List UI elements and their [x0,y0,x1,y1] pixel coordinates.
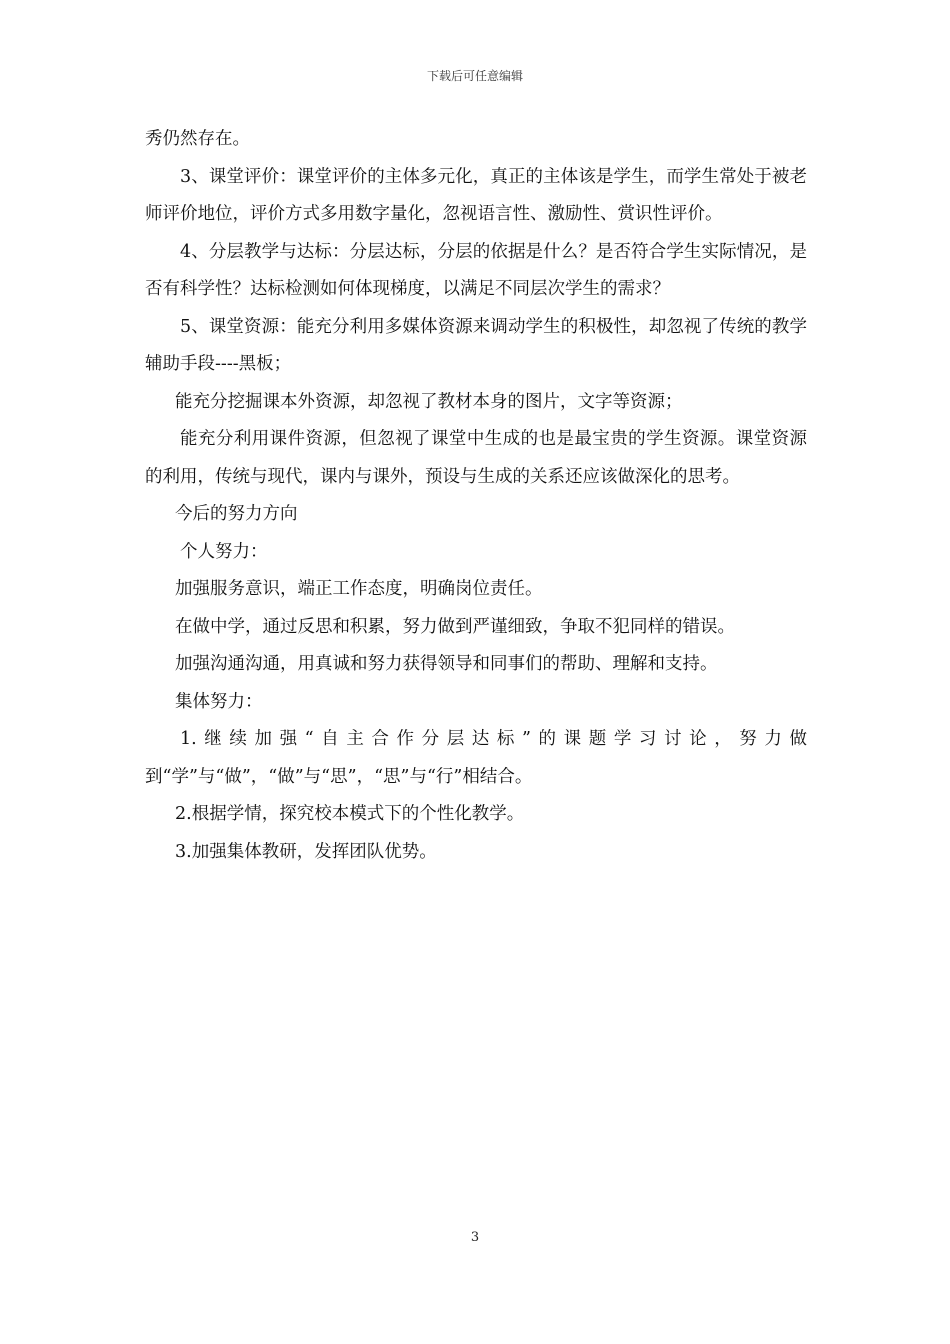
list-item-2: 2.根据学情，探究校本模式下的个性化教学。 [175,804,525,824]
paragraph-layered-teaching: 4、分层教学与达标：分层达标，分层的依据是什么？是否符合学生实际情况，是否有科学性？达标检测如何体现梯度，以满足不同层次学生的需求？ [145,241,807,299]
paragraph-continuation: 秀仍然存在。 [145,129,250,149]
list-item-3: 3.加强集体教研，发挥团队优势。 [175,841,437,862]
document-body [145,121,807,871]
page-header: 下载后可任意编辑 [426,69,523,83]
list-item-1: 1.继续加强“自主合作分层达标”的课题学习讨论，努力做到“学”与“做”，“做”与“思”，“思”与“行”相结合。 [145,729,807,787]
paragraph-textbook-resources: 能充分挖掘课本外资源，却忽视了教材本身的图片，文字等资源； [175,391,683,412]
subheading-personal-effort: 个人努力： [180,541,268,562]
subheading-collective-effort: 集体努力： [175,691,263,712]
paragraph-communication: 加强沟通沟通，用真诚和努力获得领导和同事们的帮助、理解和支持。 [175,654,718,674]
page-number: 3 [470,1230,480,1245]
paragraph-courseware-resources: 能充分利用课件资源，但忽视了课堂中生成的也是最宝贵的学生资源。课堂资源的利用，传统与现代，课内与课外，预设与生成的关系还应该做深化的思考。 [145,429,807,487]
paragraph-learning-by-doing: 在做中学，通过反思和积累，努力做到严谨细致，争取不犯同样的错误。 [175,616,735,637]
section-heading-future-direction: 今后的努力方向 [175,504,298,524]
paragraph-classroom-evaluation: 3、课堂评价：课堂评价的主体多元化，真正的主体该是学生，而学生常处于被老师评价地位，评价方式多用数字量化，忽视语言性、激励性、赏识性评价。 [145,166,807,224]
paragraph-service-awareness: 加强服务意识，端正工作态度，明确岗位责任。 [175,579,543,599]
paragraph-classroom-resources: 5、课堂资源：能充分利用多媒体资源来调动学生的积极性，却忽视了传统的教学辅助手段----黑板； [145,316,807,374]
